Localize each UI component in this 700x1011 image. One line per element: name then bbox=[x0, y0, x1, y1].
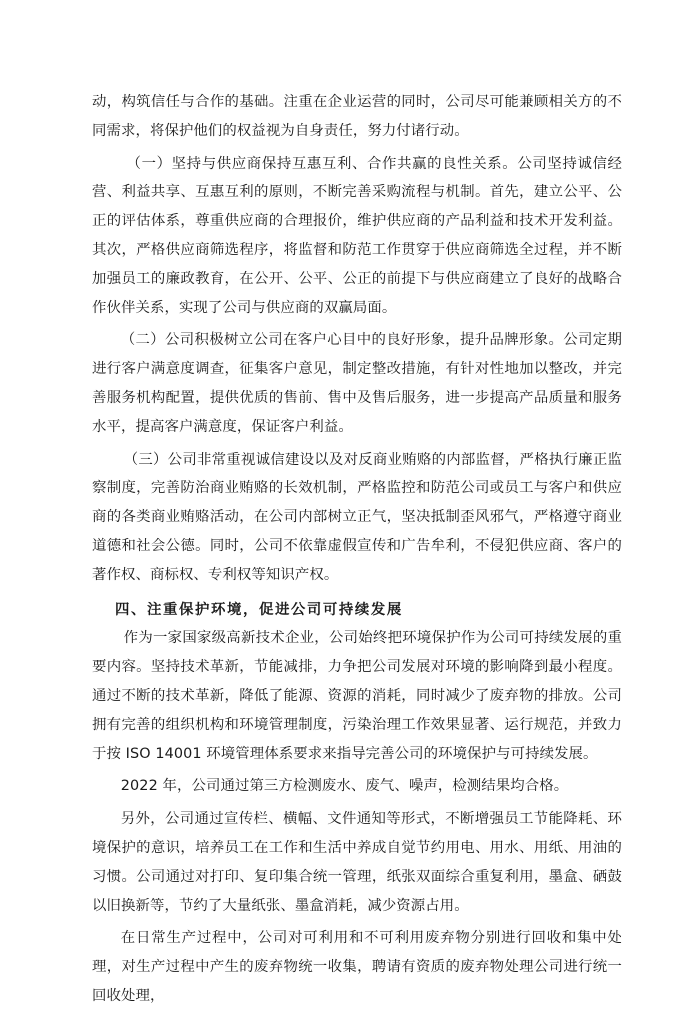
paragraph-environment-policy: 作为一家国家级高新技术企业，公司始终把环境保护作为公司可持续发展的重要内容。坚持技术革新，节能减排，力争把公司发展对环境的影响降到最小程度。通过不断的技术革新，降低了能源、资源的消耗，同时减少了废弃物的排放。公司拥有完善的组织机构和环境管理制度，污染治理工作效果显著、运行规范，并致力于按 ISO 14001 环境管理体系要求来指导完善公司的环境保护与可持续发展。 bbox=[92, 630, 622, 762]
paragraph-2022-testing: 2022 年，公司通过第三方检测废水、废气、噪声，检测结果均合格。 bbox=[120, 778, 569, 795]
paragraph-waste-handling: 在日常生产过程中，公司对可利用和不可利用废弃物分别进行回收和集中处理，对生产过程中产生的废弃物统一收集，聘请有资质的废弃物处理公司进行统一回收处理， bbox=[92, 930, 622, 1004]
paragraph-continuation: 动，构筑信任与合作的基础。注重在企业运营的同时，公司尽可能兼顾相关方的不同需求，将保护他们的权益视为自身责任，努力付诸行动。 bbox=[92, 94, 622, 139]
document-page bbox=[92, 88, 622, 1011]
paragraph-energy-saving: 另外，公司通过宣传栏、横幅、文件通知等形式，不断增强员工节能降耗、环境保护的意识，培养员工在工作和生活中养成自觉节约用电、用水、用纸、用油的习惯。公司通过对打印、复印集合统一管理，纸张双面综合重复利用，墨盒、硒鼓以旧换新等，节约了大量纸张、墨盒消耗，减少资源占用。 bbox=[92, 811, 622, 914]
paragraph-supplier-relations: （一）坚持与供应商保持互惠互利、合作共赢的良性关系。公司坚持诚信经营、利益共享、互惠互利的原则，不断完善采购流程与机制。首先，建立公平、公正的评估体系，尊重供应商的合理报价，维护供应商的产品利益和技术开发利益。其次，严格供应商筛选程序，将监督和防范工作贯穿于供应商筛选全过程，并不断加强员工的廉政教育，在公开、公平、公正的前提下与供应商建立了良好的战略合作伙伴关系，实现了公司与供应商的双赢局面。 bbox=[92, 155, 622, 316]
paragraph-customer-image: （二）公司积极树立公司在客户心目中的良好形象，提升品牌形象。公司定期进行客户满意度调查，征集客户意见，制定整改措施，有针对性地加以整改，并完善服务机构配置，提供优质的售前、售中及售后服务，进一步提高产品质量和服务水平，提高客户满意度，保证客户利益。 bbox=[92, 332, 622, 435]
paragraph-anti-bribery: （三）公司非常重视诚信建设以及对反商业贿赂的内部监督，严格执行廉正监察制度，完善防治商业贿赂的长效机制，严格监控和防范公司或员工与客户和供应商的各类商业贿赂活动，在公司内部树立正气，坚决抵制歪风邪气，严格遵守商业道德和社会公德。同时，公司不依靠虚假宣传和广告牟利，不侵犯供应商、客户的著作权、商标权、专利权等知识产权。 bbox=[92, 451, 622, 583]
section-heading-environment: 四、注重保护环境，促进公司可持续发展 bbox=[115, 600, 403, 618]
